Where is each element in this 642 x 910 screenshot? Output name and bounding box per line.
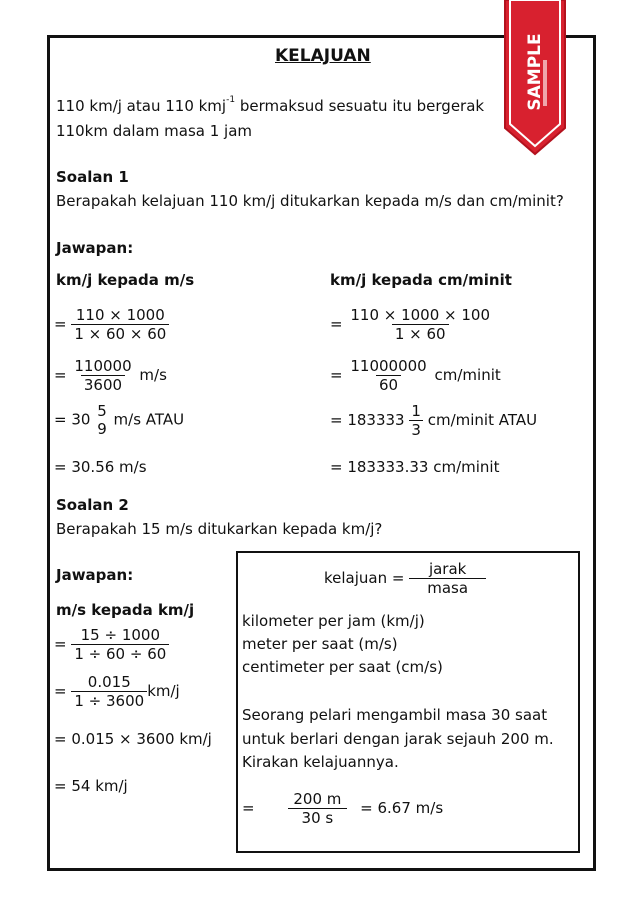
- q1-left-step-1: = $\frac{110 \times 1000}{1 \times 60 \times 60}$: [54, 306, 169, 343]
- q1-answer-label: Jawapan:: [56, 239, 134, 257]
- example-line-1: Seorang pelari mengambil masa 30 saat: [242, 706, 548, 724]
- sample-ribbon-badge: [503, 0, 567, 156]
- unit-line-2: meter per saat (m/s): [242, 635, 398, 653]
- q2-step-3: = 0.015 × 3600 km/j: [54, 730, 212, 748]
- q1-right-step-1: = $\frac{110 \times 1000 \times 100}{1 \times 60}$: [330, 306, 491, 343]
- q2-step-2: = $\frac{0.015}{1 \div 3600}$ km/j: [54, 673, 180, 710]
- q1-heading: Soalan 1: [56, 168, 129, 186]
- q1-left-heading: km/j kepada m/s: [56, 271, 195, 289]
- intro-line-2: 110km dalam masa 1 jam: [56, 122, 253, 140]
- q1-question: Berapakah kelajuan 110 km/j ditukarkan kepada m/s dan cm/minit?: [56, 192, 564, 210]
- unit-line-1: kilometer per jam (km/j): [242, 612, 425, 630]
- intro-line-1: 110 km/j atau 110 kmj$^{-1}$ bermaksud sesuatu itu bergerak: [56, 95, 485, 115]
- q2-answer-label: Jawapan:: [56, 566, 134, 584]
- q2-question: Berapakah 15 m/s ditukarkan kepada km/j?: [56, 520, 383, 538]
- q1-right-heading: km/j kepada cm/minit: [330, 271, 512, 289]
- page-title: KELAJUAN: [275, 46, 371, 66]
- q2-step-4: = 54 km/j: [54, 777, 128, 795]
- q1-left-step-2: = $\frac{110000}{3600}$ m/s: [54, 357, 167, 394]
- q2-sub-heading: m/s kepada km/j: [56, 601, 195, 619]
- unit-line-3: centimeter per saat (cm/s): [242, 658, 443, 676]
- speed-formula: kelajuan = $\frac{\text{jarak}}{\text{masa}}$: [324, 560, 486, 597]
- q1-left-step-4: = 30.56 m/s: [54, 458, 147, 476]
- q1-right-step-2: = $\frac{11000000}{60}$ cm/minit: [330, 357, 501, 394]
- q2-step-1: = $\frac{15 \div 1000}{1 \div 60 \div 60}$: [54, 626, 169, 663]
- sample-badge-text: SAMPLE: [525, 33, 545, 111]
- example-calculation: = $\frac{200 m}{30 s}$ = 6.67 m/s: [242, 790, 444, 827]
- q1-left-step-3: = 30 5 9 m/s ATAU: [54, 402, 185, 438]
- q2-heading: Soalan 2: [56, 496, 129, 514]
- example-line-3: Kirakan kelajuannya.: [242, 753, 399, 771]
- q1-right-step-3: = 183333 $\frac{1}{3}$ cm/minit ATAU: [330, 402, 538, 439]
- example-line-2: untuk berlari dengan jarak sejauh 200 m.: [242, 730, 554, 748]
- q1-right-step-4: = 183333.33 cm/minit: [330, 458, 500, 476]
